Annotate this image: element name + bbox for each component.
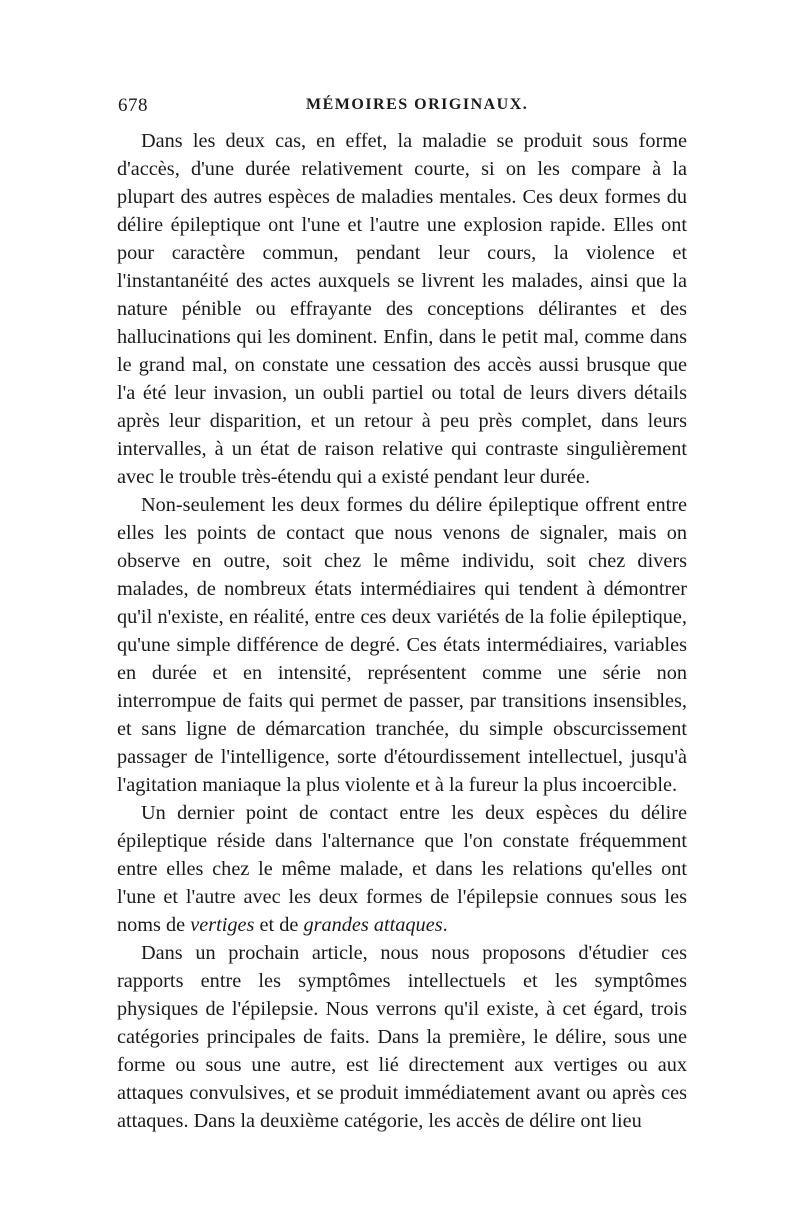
- paragraph-3-text-middle: et de: [254, 914, 304, 936]
- paragraph-3-text-end: .: [442, 914, 448, 936]
- running-title: MÉMOIRES ORIGINAUX.: [306, 96, 529, 113]
- paragraph-3-text-start: Un dernier point de contact entre les deux espèces du délire épileptique réside dans l'alternance que l'on constate fréquemment entre elles chez le même malade, et dans les relations qu'elles ont l'une et l'autre avec les deux formes de l'épilepsie connues sous les noms de: [117, 802, 687, 936]
- paragraph-4: Dans un prochain article, nous nous proposons d'étudier ces rapports entre les symptômes intellectuels et les symptômes physiques de l'épilepsie. Nous verrons qu'il existe, à cet égard, trois catégories principales de faits. Dans la première, le délire, sous une forme ou sous une autre, est lié directement aux vertiges ou aux attaques convulsives, et se produit immédiatement avant ou après ces attaques. Dans la deuxième catégorie, les accès de délire ont lieu: [117, 942, 687, 1132]
- paragraph-3: [117, 799, 687, 939]
- paragraph-2: Non-seulement les deux formes du délire épileptique offrent entre elles les points de contact que nous venons de signaler, mais on observe en outre, soit chez le même individu, soit chez divers malades, de nombreux états intermédiaires qui tendent à démontrer qu'il n'existe, en réalité, entre ces deux variétés de la folie épileptique, qu'une simple différence de degré. Ces états intermédiaires, variables en durée et en intensité, représentent comme une série non interrompue de faits qui permet de passer, par transitions insensibles, et sans ligne de démarcation tranchée, du simple obscurcissement passager de l'intelligence, sorte d'étourdissement intellectuel, jusqu'à l'agitation maniaque la plus violente et à la fureur la plus incoercible.: [117, 494, 687, 796]
- paragraph-1: Dans les deux cas, en effet, la maladie se produit sous forme d'accès, d'une durée relativement courte, si on les compare à la plupart des autres espèces de maladies mentales. Ces deux formes du délire épileptique ont l'une et l'autre une explosion rapide. Elles ont pour caractère commun, pendant leur cours, la violence et l'instantanéité des actes auxquels se livrent les malades, ainsi que la nature pénible ou effrayante des conceptions délirantes et des hallucinations qui les dominent. Enfin, dans le petit mal, comme dans le grand mal, on constate une cessation des accès aussi brusque que l'a été leur invasion, un oubli partiel ou total de leurs divers détails après leur disparition, et un retour à peu près complet, dans leurs intervalles, à un état de raison relative qui contraste singulièrement avec le trouble très-étendu qui a existé pendant leur durée.: [117, 130, 687, 488]
- italic-term-grandes-attaques: grandes attaques: [303, 914, 443, 936]
- running-head: [118, 95, 686, 121]
- page-number: 678: [118, 95, 148, 116]
- italic-term-vertiges: vertiges: [190, 914, 255, 936]
- body-text: [117, 127, 687, 1135]
